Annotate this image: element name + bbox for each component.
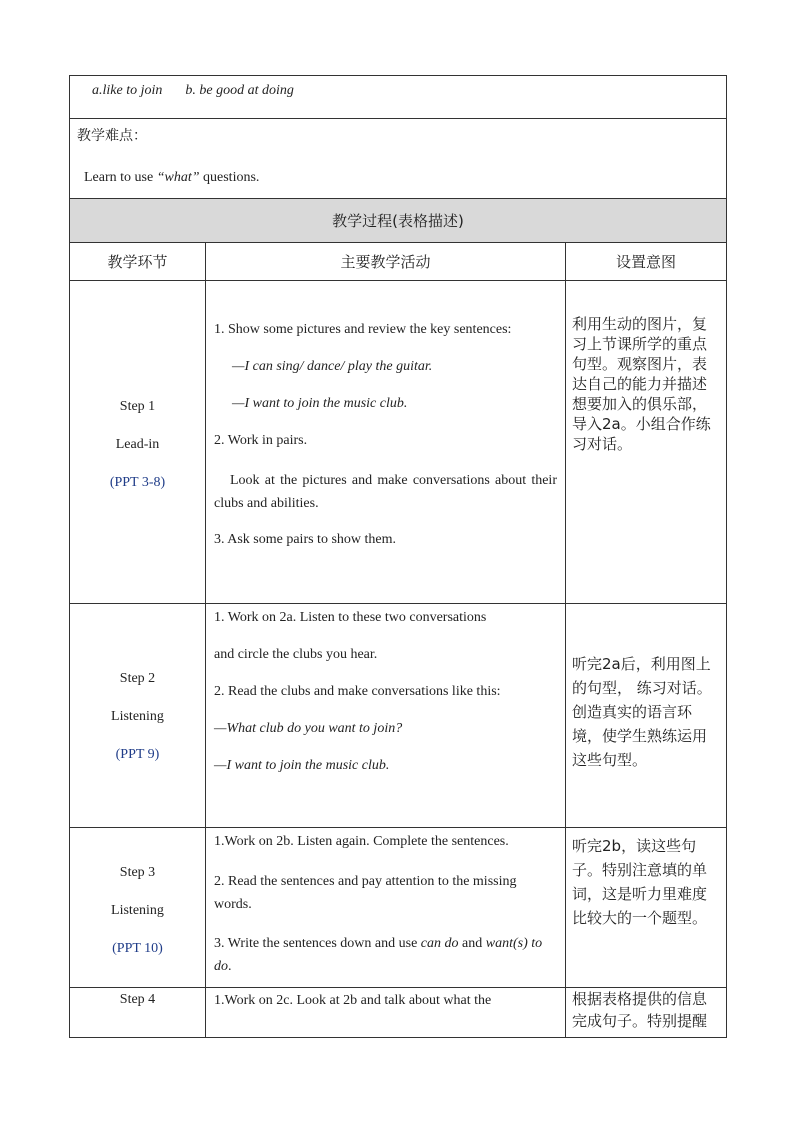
step-label: Step 2	[119, 671, 156, 686]
difficulty-heading: 教学难点：	[77, 128, 147, 144]
step-activities-cell	[206, 281, 566, 604]
step-label: Step 3	[119, 865, 156, 880]
step-ppt: (PPT 10)	[112, 941, 163, 956]
activity-line: —What club do you want to join?	[214, 721, 403, 736]
activity-line: —I want to join the music club.	[232, 396, 408, 411]
step-ppt: (PPT 9)	[115, 747, 160, 762]
objective-b: b. be good at doing	[185, 83, 294, 98]
step-intent-cell	[566, 828, 727, 988]
step-phase-cell	[70, 604, 206, 828]
step-phase-cell	[70, 988, 206, 1038]
process-title: 教学过程(表格描述)	[70, 199, 727, 243]
step-intent: 听完2b，读这些句子。特别注意填的单词，这是听力里难度比较大的一个题型。	[572, 837, 708, 927]
step-row	[70, 281, 727, 604]
objective-a: a.like to join	[92, 83, 163, 98]
activity-line: Look at the pictures and make conversations about their clubs and abilities.	[214, 473, 557, 511]
column-header-intent: 设置意图	[566, 243, 727, 281]
activity-line: 2. Work in pairs.	[214, 433, 308, 448]
activity-line: 3. Ask some pairs to show them.	[214, 532, 396, 547]
activity-line: and circle the clubs you hear.	[214, 647, 378, 662]
activity-line: 1. Show some pictures and review the key sentences:	[214, 322, 512, 337]
step-ppt: (PPT 3-8)	[109, 475, 166, 490]
step-intent-cell	[566, 281, 727, 604]
step-activities-cell	[206, 828, 566, 988]
step-intent-cell	[566, 988, 727, 1038]
lesson-plan-table	[69, 75, 727, 1038]
step-row	[70, 988, 727, 1038]
step-phase-cell	[70, 828, 206, 988]
step-intent-cell	[566, 604, 727, 828]
step-row	[70, 828, 727, 988]
step-intent: 根据表格提供的信息完成句子。特别提醒	[572, 990, 708, 1030]
activity-line: 1.Work on 2b. Listen again. Complete the sentences.	[214, 834, 509, 849]
column-header-row	[70, 243, 727, 281]
activity-line: —I want to join the music club.	[214, 758, 390, 773]
activity-line: 2. Read the sentences and pay attention to the missing words.	[214, 874, 517, 912]
step-phase-cell	[70, 281, 206, 604]
step-intent: 利用生动的图片，复习上节课所学的重点句型。观察图片，表达自己的能力并描述想要加入的俱乐部，导入2a。小组合作练习对话。	[572, 315, 711, 453]
step-name: Lead-in	[115, 437, 160, 452]
activity-line: 1.Work on 2c. Look at 2b and talk about what the	[214, 993, 492, 1008]
difficulty-text: Learn to use “what” questions.	[84, 170, 260, 185]
activity-line: 1. Work on 2a. Listen to these two conversations	[214, 610, 487, 625]
step-name: Listening	[111, 709, 164, 724]
step-activities-cell	[206, 604, 566, 828]
difficulty-cell	[70, 119, 727, 199]
column-header-activities: 主要教学活动	[206, 243, 566, 281]
difficulty-row	[70, 119, 727, 199]
objectives-cell	[70, 76, 727, 119]
column-header-phase: 教学环节	[70, 243, 206, 281]
process-title-row	[70, 199, 727, 243]
step-activities-cell	[206, 988, 566, 1038]
objectives-row	[70, 76, 727, 119]
step-label: Step 1	[119, 399, 156, 414]
step-row	[70, 604, 727, 828]
activity-line: 2. Read the clubs and make conversations like this:	[214, 684, 501, 699]
step-intent: 听完2a后，利用图上的句型， 练习对话。创造真实的语言环境，使学生熟练运用这些句型。	[572, 655, 712, 769]
step-name: Listening	[111, 903, 164, 918]
activity-line: —I can sing/ dance/ play the guitar.	[232, 359, 433, 374]
step-label: Step 4	[119, 992, 156, 1007]
activity-line: 3. Write the sentences down and use can do and want(s) to do.	[214, 936, 543, 974]
